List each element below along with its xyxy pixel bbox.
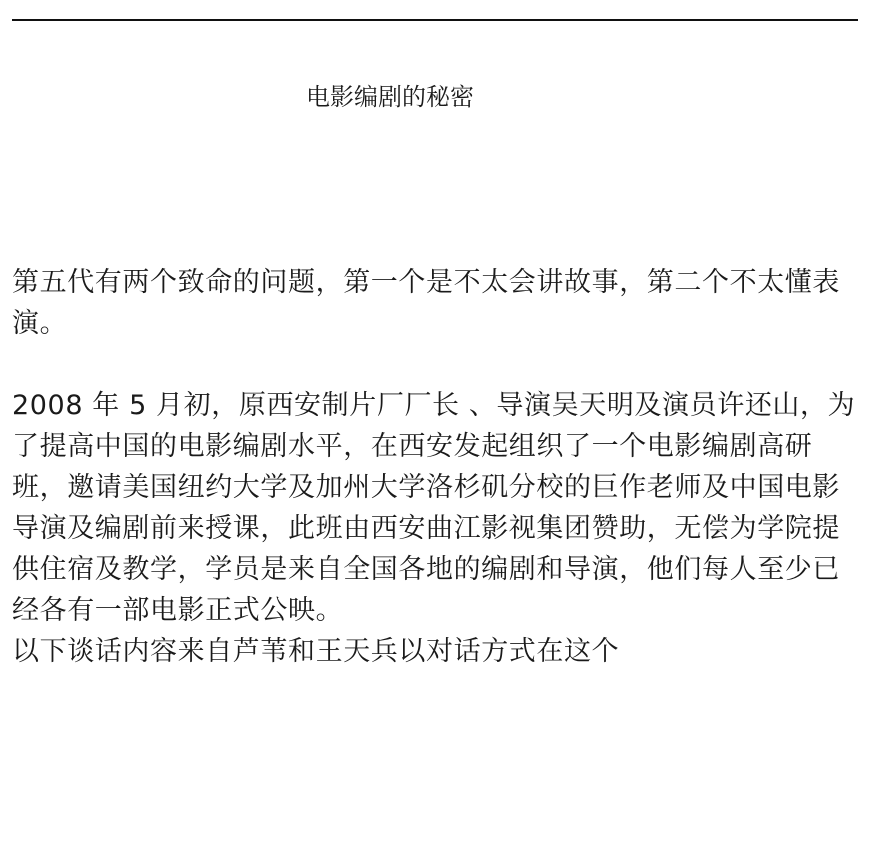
paragraph-spacer bbox=[12, 344, 862, 385]
article-body bbox=[12, 262, 862, 672]
page-title: 电影编剧的秘密 bbox=[306, 83, 474, 111]
paragraph-1: 第五代有两个致命的问题，第一个是不太会讲故事，第二个不太懂表演。 bbox=[12, 267, 840, 339]
top-divider bbox=[12, 19, 858, 21]
paragraph-3: 以下谈话内容来自芦苇和王天兵以对话方式在这个 bbox=[12, 636, 620, 667]
paragraph-2: 2008 年 5 月初，原西安制片厂厂长 、导演吴天明及演员许还山，为了提高中国的电影编剧水平，在西安发起组织了一个电影编剧高研班，邀请美国纽约大学及加州大学洛杉矶分校的巨作老师及中国电影导演及编剧前来授课，此班由西安曲江影视集团赞助，无偿为学院提供住宿及教学，学员是来自全国各地的编剧和导演，他们每人至少已经各有一部电影正式公映。 bbox=[12, 390, 856, 626]
